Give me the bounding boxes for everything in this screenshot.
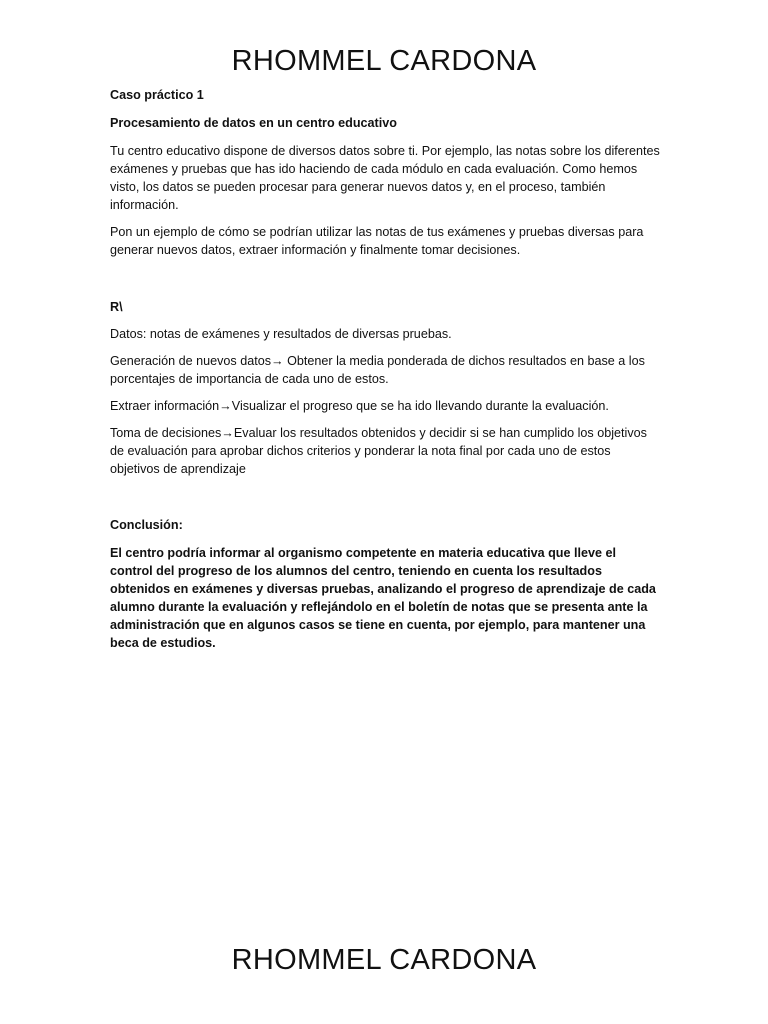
conclusion-text: El centro podría informar al organismo competente en materia educativa que lleve el control del progreso de los alumnos del centro, teniendo en cuenta los resultados obtenidos en exámenes y diversas pruebas, analizando el progreso de aprendizaje de cada alumno durante la evaluación y reflejándolo en el boletín de notas que se presenta ante la administración que en algunos casos se tiene en cuenta, por ejemplo, para mantener una beca de estudios. (110, 546, 656, 650)
answer-marker: R\ (110, 300, 123, 314)
section-spacer (110, 268, 662, 298)
answer-extraer: Extraer información→Visualizar el progreso que se ha ido llevando durante la evaluación. (110, 399, 609, 413)
case-paragraph-2: Pon un ejemplo de cómo se podrían utilizar las notas de tus exámenes y pruebas diversas para generar nuevos datos, extraer información y finalmente tomar decisiones. (110, 225, 644, 257)
conclusion-label: Conclusión: (110, 518, 183, 532)
section-spacer (110, 487, 662, 516)
case-title: Procesamiento de datos en un centro educativo (110, 116, 397, 130)
case-paragraph-1: Tu centro educativo dispone de diversos datos sobre ti. Por ejemplo, las notas sobre los diferentes exámenes y pruebas que has ido haciendo de cada módulo en cada evaluación. Como hemos visto, los datos se pueden procesar para generar nuevos datos y, en el proceso, también información. (110, 144, 660, 212)
answer-datos: Datos: notas de exámenes y resultados de diversas pruebas. (110, 327, 452, 341)
case-label: Caso práctico 1 (110, 88, 204, 102)
answer-toma-decisiones: Toma de decisiones→Evaluar los resultados obtenidos y decidir si se han cumplido los objetivos de evaluación para aprobar dichos criterios y ponderar la nota final por cada uno de estos objetivos de aprendizaje (110, 426, 647, 476)
page-header-name: RHOMMEL CARDONA (231, 45, 537, 77)
page-footer-name: RHOMMEL CARDONA (231, 944, 537, 976)
document-body (110, 86, 662, 652)
answer-generacion: Generación de nuevos datos→ Obtener la media ponderada de dichos resultados en base a los porcentajes de importancia de cada uno de estos. (110, 354, 645, 386)
